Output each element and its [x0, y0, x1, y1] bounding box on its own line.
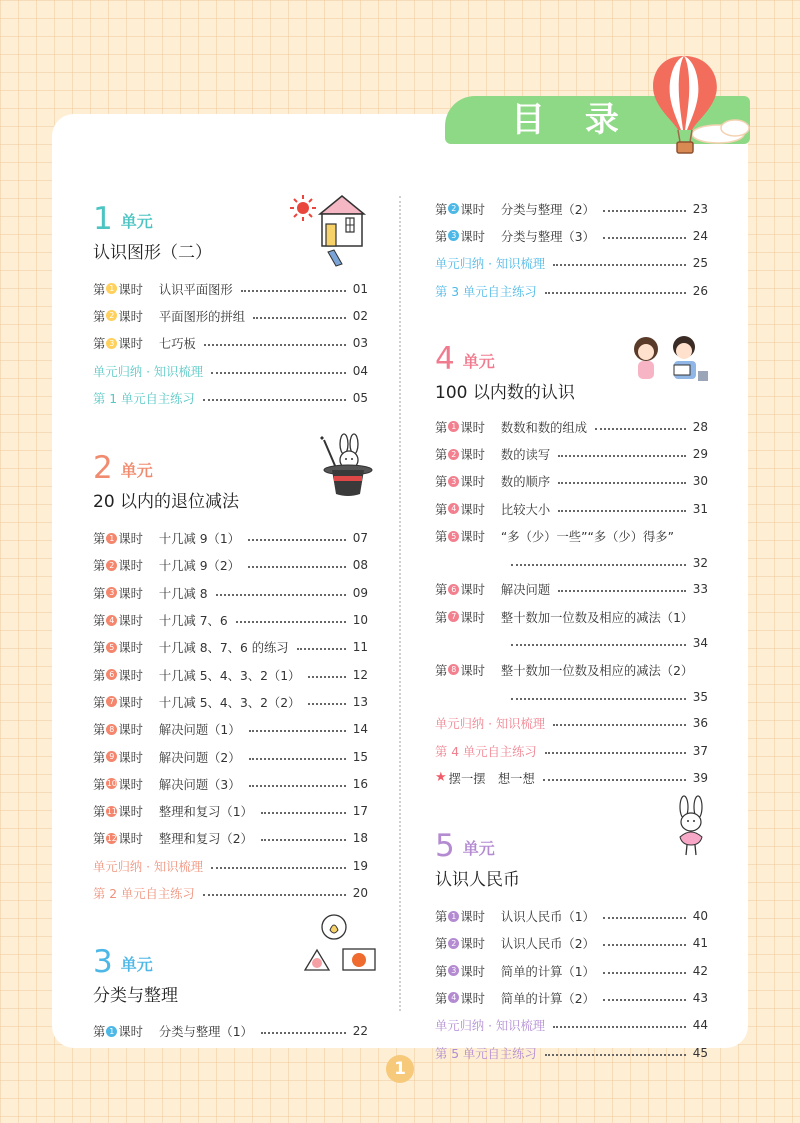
toc-entry-practice[interactable] [435, 277, 708, 304]
lesson-number-badge: 8 [106, 724, 117, 735]
lesson-number-badge: 3 [448, 230, 459, 241]
page-number: 28 [692, 419, 708, 434]
page-number: 16 [352, 776, 368, 791]
toc-entry[interactable]: 第 12 课时 整理和复习（2） 18 [93, 831, 368, 847]
lesson-number-badge: 10 [106, 779, 117, 789]
entry-title: 第 5 单元自主练习 [435, 1046, 537, 1061]
page-number: 36 [692, 716, 708, 731]
lesson-number-badge: 3 [106, 587, 117, 598]
lesson-number-badge: 4 [448, 503, 459, 514]
unit-number: 5 [435, 828, 455, 865]
entry-title: 简单的计算（2） [500, 991, 595, 1006]
page-number: 33 [692, 582, 708, 597]
entry-title: 第 1 单元自主练习 [93, 391, 195, 406]
toc-entry-summary[interactable] [435, 1012, 708, 1039]
lesson-number-badge: 3 [448, 965, 459, 976]
dot-leader [248, 539, 346, 541]
entry-title: 单元归纳 · 知识梳理 [435, 717, 546, 732]
page-number: 14 [352, 722, 368, 737]
lesson-number-badge: 7 [448, 611, 459, 622]
lesson-number-badge: 3 [106, 338, 117, 349]
page-number: 10 [352, 613, 368, 628]
page-number: 17 [352, 804, 368, 819]
entry-title: 分类与整理（3） [500, 229, 595, 244]
page-number: 11 [352, 640, 368, 655]
lesson-number-badge: 12 [106, 833, 117, 843]
entry-title: 十几减 5、4、3、2（1） [158, 668, 301, 683]
dot-leader [553, 264, 686, 266]
page-number: 09 [352, 585, 368, 600]
toc-entry-summary[interactable] [435, 250, 708, 277]
toc-entry[interactable]: 第 1 课时 认识平面图形 01 [93, 281, 368, 297]
toc-entry[interactable]: 第 2 课时 平面图形的拼组 02 [93, 308, 368, 324]
toc-entry[interactable]: 第 1 课时 十几减 9（1） 07 [93, 531, 368, 547]
dot-leader [261, 839, 346, 841]
lesson-number-badge: 5 [448, 531, 459, 542]
toc-entry[interactable]: 第 6 课时 解决问题 33 [435, 582, 708, 598]
page-number: 19 [352, 858, 368, 873]
lesson-number-badge: 8 [448, 664, 459, 675]
dot-leader [603, 972, 686, 974]
toc-entry[interactable]: 第 3 课时 十几减 8 09 [93, 585, 368, 601]
dot-leader [261, 812, 346, 814]
toc-entry-multiline[interactable]: 第 8 课时 整十数加一位数及相应的减法（2） [435, 656, 708, 683]
page-number: 18 [352, 831, 368, 846]
dot-leader [511, 644, 686, 646]
toc-left-column [93, 200, 368, 1045]
toc-entry-multiline[interactable]: 第 5 课时 “多（少）一些”“多（少）得多” [435, 522, 708, 549]
dot-leader [211, 372, 346, 374]
page-number: 29 [692, 447, 708, 462]
dot-leader [261, 1032, 346, 1034]
toc-entry[interactable]: 第 3 课时 简单的计算（1） 42 [435, 963, 708, 979]
entry-title: 比较大小 [500, 502, 551, 517]
page-number: 15 [352, 749, 368, 764]
page-number: 02 [352, 308, 368, 323]
star-icon: ★ [435, 770, 447, 786]
dot-leader [603, 237, 686, 239]
lesson-number-badge: 4 [448, 992, 459, 1003]
toc-entry[interactable]: 第 8 课时 解决问题（1） 14 [93, 722, 368, 738]
toc-entry[interactable]: 第 2 课时 分类与整理（2） 23 [435, 201, 708, 217]
entry-title: 摆一摆 想一想 [448, 771, 535, 786]
dot-leader [253, 317, 346, 319]
entry-title: 第 2 单元自主练习 [93, 886, 195, 901]
entry-title: 认识人民币（2） [500, 937, 595, 952]
dot-leader [308, 676, 346, 678]
page-title: 目 录 [511, 100, 633, 140]
dot-leader [603, 917, 686, 919]
lesson-number-badge: 2 [106, 310, 117, 321]
lesson-number-badge: 9 [106, 751, 117, 762]
dot-leader [558, 510, 686, 512]
dot-leader [545, 292, 686, 294]
page-number: 45 [692, 1045, 708, 1060]
toc-right-column [435, 195, 708, 1066]
page-number: 37 [692, 743, 708, 758]
toc-entry[interactable]: 第 1 课时 分类与整理（1） 22 [93, 1024, 368, 1040]
dot-leader [558, 482, 686, 484]
toc-entry-continuation [435, 630, 708, 656]
unit-label: 单元 [120, 461, 153, 481]
dot-leader [249, 730, 346, 732]
dot-leader [511, 564, 686, 566]
entry-title: 认识平面图形 [158, 282, 233, 297]
column-divider [399, 196, 401, 1011]
dot-leader [545, 1054, 686, 1056]
entry-title: 分类与整理（2） [500, 202, 595, 217]
lesson-number-badge: 1 [106, 533, 117, 544]
page-number-badge: 1 [386, 1055, 414, 1083]
page-number: 04 [352, 363, 368, 378]
toc-entry[interactable]: 第 11 课时 整理和复习（1） 17 [93, 804, 368, 820]
entry-title: 十几减 7、6 [158, 614, 228, 629]
page-number: 08 [352, 558, 368, 573]
lesson-number-badge: 5 [106, 642, 117, 653]
toc-entry[interactable]: 第 3 课时 数的顺序 30 [435, 474, 708, 490]
toc-entry[interactable]: 第 1 课时 数数和数的组成 28 [435, 419, 708, 435]
page-number: 13 [352, 694, 368, 709]
entry-title: 十几减 8 [158, 586, 208, 601]
entry-title: 解决问题（3） [158, 777, 241, 792]
toc-entry[interactable]: 第 2 课时 认识人民币（2） 41 [435, 936, 708, 952]
unit-label: 单元 [462, 352, 495, 372]
page-number: 24 [692, 228, 708, 243]
page-number: 20 [352, 885, 368, 900]
entry-title: 整十数加一位数及相应的减法（2） [500, 663, 694, 678]
dot-leader [236, 621, 346, 623]
page-number: 40 [692, 909, 708, 924]
entry-title: 第 3 单元自主练习 [435, 284, 537, 299]
toc-entry-practice[interactable] [435, 737, 708, 764]
lesson-number-badge: 1 [448, 421, 459, 432]
dot-leader [553, 1026, 686, 1028]
entry-title: 整十数加一位数及相应的减法（1） [500, 610, 694, 625]
dot-leader [603, 944, 686, 946]
dot-leader [595, 428, 686, 430]
dot-leader [203, 894, 346, 896]
entry-title: 单元归纳 · 知识梳理 [93, 364, 204, 379]
entry-title: 十几减 5、4、3、2（2） [158, 695, 301, 710]
toc-entry[interactable]: 第 4 课时 十几减 7、6 10 [93, 613, 368, 629]
lesson-number-badge: 1 [448, 911, 459, 922]
unit-number: 2 [93, 450, 113, 487]
lesson-number-badge: 1 [106, 283, 117, 294]
entry-title: 认识人民币（1） [500, 910, 595, 925]
lesson-number-badge: 6 [448, 584, 459, 595]
page-number: 44 [692, 1018, 708, 1033]
toc-entry[interactable]: 第 5 课时 十几减 8、7、6 的练习 11 [93, 640, 368, 656]
dot-leader [204, 344, 346, 346]
page-number: 01 [352, 281, 368, 296]
entry-title: 十几减 8、7、6 的练习 [158, 641, 289, 656]
dot-leader [553, 724, 686, 726]
page-number: 12 [352, 667, 368, 682]
toc-entry[interactable]: 第 2 课时 十几减 9（2） 08 [93, 558, 368, 574]
page-number: 22 [352, 1024, 368, 1039]
entry-title: 数的读写 [500, 448, 551, 463]
entry-title: 解决问题（1） [158, 723, 241, 738]
page-number: 26 [692, 283, 708, 298]
toc-entry[interactable]: 第 7 课时 十几减 5、4、3、2（2） 13 [93, 694, 368, 710]
dot-leader [241, 290, 346, 292]
page-number: 25 [692, 256, 708, 271]
dot-leader [211, 867, 346, 869]
page-number: 07 [352, 531, 368, 546]
dot-leader [308, 703, 346, 705]
toc-entry[interactable]: 第 3 课时 七巧板 03 [93, 336, 368, 352]
toc-entry-continuation [435, 550, 708, 576]
entry-title: 数数和数的组成 [500, 420, 588, 435]
entry-title: 整理和复习（1） [158, 805, 253, 820]
unit-4 [435, 340, 708, 791]
entry-title: 平面图形的拼组 [158, 309, 246, 324]
toc-entry-continuation [435, 684, 708, 710]
unit-number: 4 [435, 341, 455, 378]
unit-title: 20 以内的退位减法 [93, 492, 240, 513]
entry-title: 解决问题 [500, 583, 551, 598]
unit-3-continued [435, 195, 708, 304]
unit-number: 3 [93, 943, 113, 980]
lesson-number-badge: 6 [106, 669, 117, 680]
lesson-number-badge: 2 [448, 449, 459, 460]
unit-2 [93, 449, 368, 906]
dot-leader [203, 399, 346, 401]
lesson-number-badge: 7 [106, 696, 117, 707]
unit-number: 1 [93, 201, 113, 237]
dot-leader [248, 566, 346, 568]
page-number: 41 [692, 936, 708, 951]
page-number: 35 [692, 689, 708, 704]
page-number: 23 [692, 201, 708, 216]
entry-title: 单元归纳 · 知识梳理 [435, 257, 546, 272]
toc-entry[interactable]: 第 4 课时 简单的计算（2） 43 [435, 990, 708, 1006]
lesson-number-badge: 11 [106, 806, 117, 816]
lesson-number-badge: 1 [106, 1026, 117, 1037]
entry-title: 解决问题（2） [158, 750, 241, 765]
toc-entry[interactable]: 第 9 课时 解决问题（2） 15 [93, 749, 368, 765]
unit-label: 单元 [120, 954, 153, 974]
page-number: 43 [692, 990, 708, 1005]
entry-title: 数的顺序 [500, 475, 551, 490]
dot-leader [297, 648, 346, 650]
toc-entry-practice[interactable] [93, 384, 368, 411]
page-number: 03 [352, 336, 368, 351]
toc-entry[interactable]: 第 1 课时 认识人民币（1） 40 [435, 909, 708, 925]
toc-entry-activity[interactable] [435, 764, 708, 791]
entry-title: 简单的计算（1） [500, 964, 595, 979]
entry-title: 单元归纳 · 知识梳理 [93, 859, 204, 874]
dot-leader [603, 999, 686, 1001]
page-number: 30 [692, 474, 708, 489]
dot-leader [558, 455, 686, 457]
dot-leader [603, 210, 686, 212]
page-number: 34 [692, 636, 708, 651]
toc-entry-summary[interactable] [93, 852, 368, 879]
entry-title: 十几减 9（1） [158, 532, 240, 547]
dot-leader [511, 698, 686, 700]
unit-label: 单元 [120, 212, 153, 231]
dot-leader [249, 785, 346, 787]
entry-title: 七巧板 [158, 337, 196, 352]
toc-entry-multiline[interactable]: 第 7 课时 整十数加一位数及相应的减法（1） [435, 603, 708, 630]
lesson-number-badge: 2 [106, 560, 117, 571]
toc-entry[interactable]: 第 4 课时 比较大小 31 [435, 501, 708, 517]
dot-leader [543, 779, 686, 781]
dot-leader [545, 752, 686, 754]
dot-leader [216, 594, 346, 596]
unit-label: 单元 [462, 839, 495, 859]
entry-title: 第 4 单元自主练习 [435, 744, 537, 759]
toc-entry-practice[interactable] [435, 1039, 708, 1066]
unit-3 [93, 943, 368, 1045]
lesson-number-badge: 2 [448, 203, 459, 214]
dot-leader [249, 758, 346, 760]
unit-title: 100 以内数的认识 [435, 383, 575, 404]
dot-leader [558, 590, 686, 592]
entry-title: “多（少）一些”“多（少）得多” [500, 530, 674, 545]
page-number: 39 [692, 770, 708, 785]
toc-entry[interactable]: 第 6 课时 十几减 5、4、3、2（1） 12 [93, 667, 368, 683]
entry-title: 单元归纳 · 知识梳理 [435, 1019, 546, 1034]
toc-entry-summary[interactable] [435, 710, 708, 737]
page-number: 31 [692, 501, 708, 516]
toc-entry[interactable]: 第 2 课时 数的读写 29 [435, 447, 708, 463]
page-number: 42 [692, 963, 708, 978]
unit-title: 认识人民币 [435, 870, 520, 891]
entry-title: 整理和复习（2） [158, 832, 253, 847]
entry-title: 分类与整理（1） [158, 1025, 253, 1040]
toc-entry[interactable]: 第 10 课时 解决问题（3） 16 [93, 776, 368, 792]
unit-5 [435, 827, 708, 1066]
entry-title: 十几减 9（2） [158, 559, 240, 574]
toc-entry-practice[interactable] [93, 879, 368, 906]
lesson-number-badge: 3 [448, 476, 459, 487]
lesson-number-badge: 2 [448, 938, 459, 949]
page-number: 05 [352, 390, 368, 405]
lesson-number-badge: 4 [106, 615, 117, 626]
unit-title: 分类与整理 [93, 985, 178, 1006]
unit-title: 认识图形（二） [93, 243, 212, 263]
toc-entry[interactable]: 第 3 课时 分类与整理（3） 24 [435, 228, 708, 244]
unit-1 [93, 200, 368, 411]
hot-air-balloon-icon [640, 48, 752, 160]
page-number: 32 [692, 555, 708, 570]
toc-entry-summary[interactable] [93, 357, 368, 384]
